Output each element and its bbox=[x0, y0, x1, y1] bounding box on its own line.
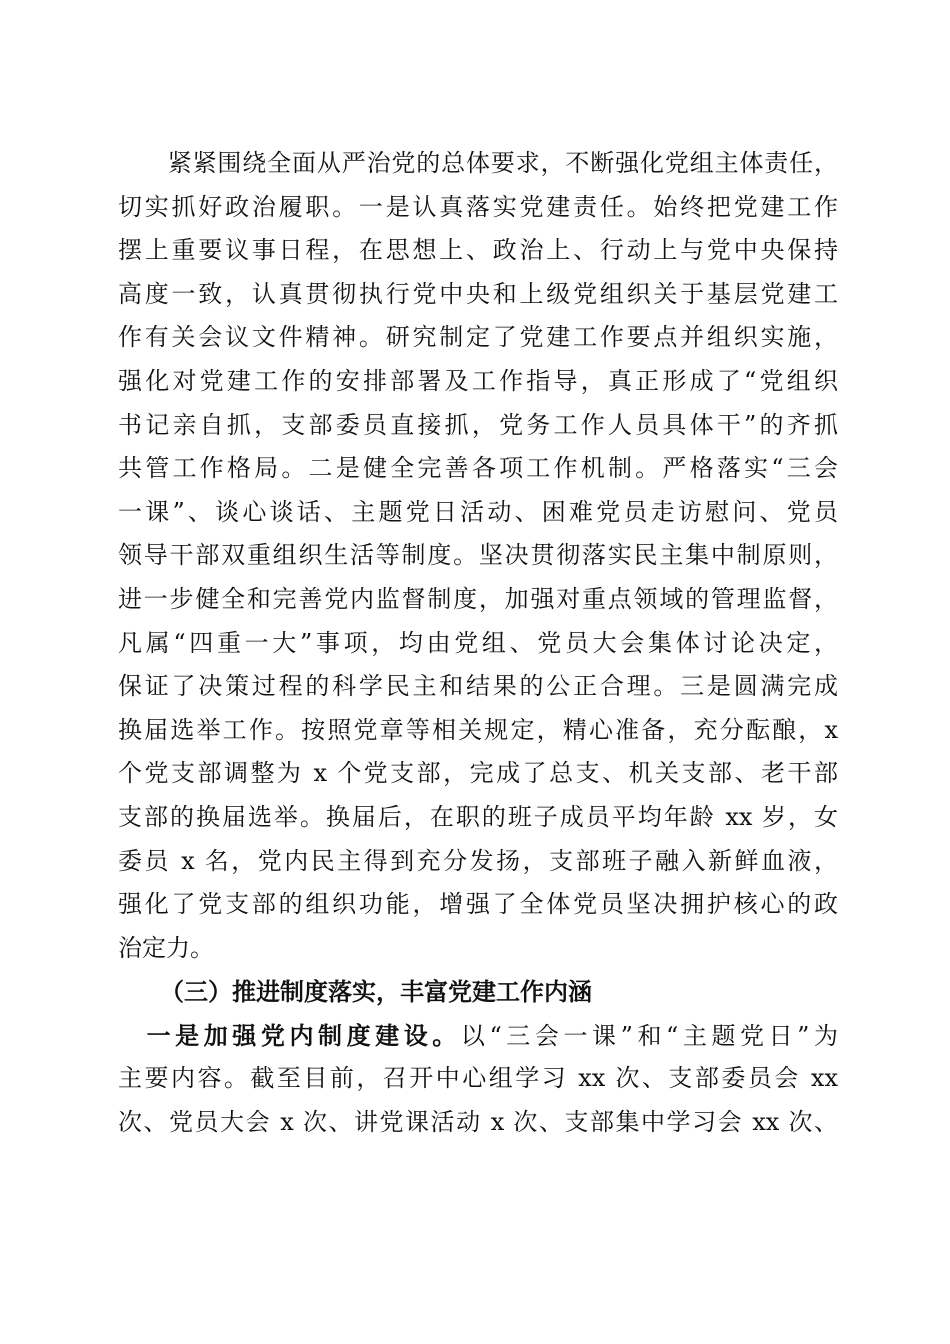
paragraph-line: 一课”、谈心谈话、主题党日活动、困难党员走访慰问、党员 bbox=[118, 497, 838, 526]
paragraph-line: 委员 x 名，党内民主得到充分发扬，支部班子融入新鲜血液， bbox=[118, 846, 838, 875]
paragraph-line: 主要内容。截至目前，召开中心组学习 xx 次、支部委员会 xx bbox=[118, 1064, 838, 1093]
paragraph-line: 保证了决策过程的科学民主和结果的公正合理。三是圆满完成 bbox=[118, 672, 838, 701]
paragraph-line: 书记亲自抓，支部委员直接抓，党务工作人员具体干”的齐抓 bbox=[118, 410, 838, 439]
paragraph-line: 摆上重要议事日程，在思想上、政治上、行动上与党中央保持 bbox=[118, 236, 838, 265]
paragraph-lead-rest: 以“三会一课”和“主题党日”为 bbox=[460, 1021, 838, 1050]
paragraph-line: 高度一致，认真贯彻执行党中央和上级党组织关于基层党建工 bbox=[118, 279, 838, 308]
paragraph-line: 紧紧围绕全面从严治党的总体要求，不断强化党组主体责任， bbox=[118, 149, 838, 177]
paragraph-lead: 一是加强党内制度建设。 bbox=[118, 1020, 461, 1050]
paragraph-line: 切实抓好政治履职。一是认真落实党建责任。始终把党建工作 bbox=[118, 192, 838, 221]
paragraph-2 bbox=[118, 1014, 838, 1145]
paragraph-line: 强化了党支部的组织功能，增强了全体党员坚决拥护核心的政 bbox=[118, 890, 838, 919]
paragraph-line: 进一步健全和完善党内监督制度，加强对重点领域的管理监督， bbox=[118, 584, 838, 613]
paragraph-line: 作有关会议文件精神。研究制定了党建工作要点并组织实施， bbox=[118, 323, 838, 352]
section-heading: （三）推进制度落实，丰富党建工作内涵 bbox=[160, 977, 592, 1007]
paragraph-1 bbox=[118, 142, 838, 970]
document-body bbox=[118, 142, 838, 1145]
paragraph-first-line bbox=[118, 1014, 838, 1058]
paragraph-line: 凡属“四重一大”事项，均由党组、党员大会集体讨论决定， bbox=[118, 628, 838, 657]
paragraph-line: 个党支部调整为 x 个党支部，完成了总支、机关支部、老干部 bbox=[118, 759, 838, 788]
paragraph-line: 治定力。 bbox=[118, 933, 214, 962]
paragraph-line: 共管工作格局。二是健全完善各项工作机制。严格落实“三会 bbox=[118, 454, 838, 483]
paragraph-line: 换届选举工作。按照党章等相关规定，精心准备，充分酝酿，x bbox=[118, 715, 838, 744]
paragraph-line: 强化对党建工作的安排部署及工作指导，真正形成了“党组织 bbox=[118, 366, 838, 395]
paragraph-line: 领导干部双重组织生活等制度。坚决贯彻落实民主集中制原则， bbox=[118, 541, 838, 570]
paragraph-line: 支部的换届选举。换届后，在职的班子成员平均年龄 xx 岁，女 bbox=[118, 802, 838, 831]
paragraph-line: 次、党员大会 x 次、讲党课活动 x 次、支部集中学习会 xx 次、 bbox=[118, 1108, 838, 1137]
